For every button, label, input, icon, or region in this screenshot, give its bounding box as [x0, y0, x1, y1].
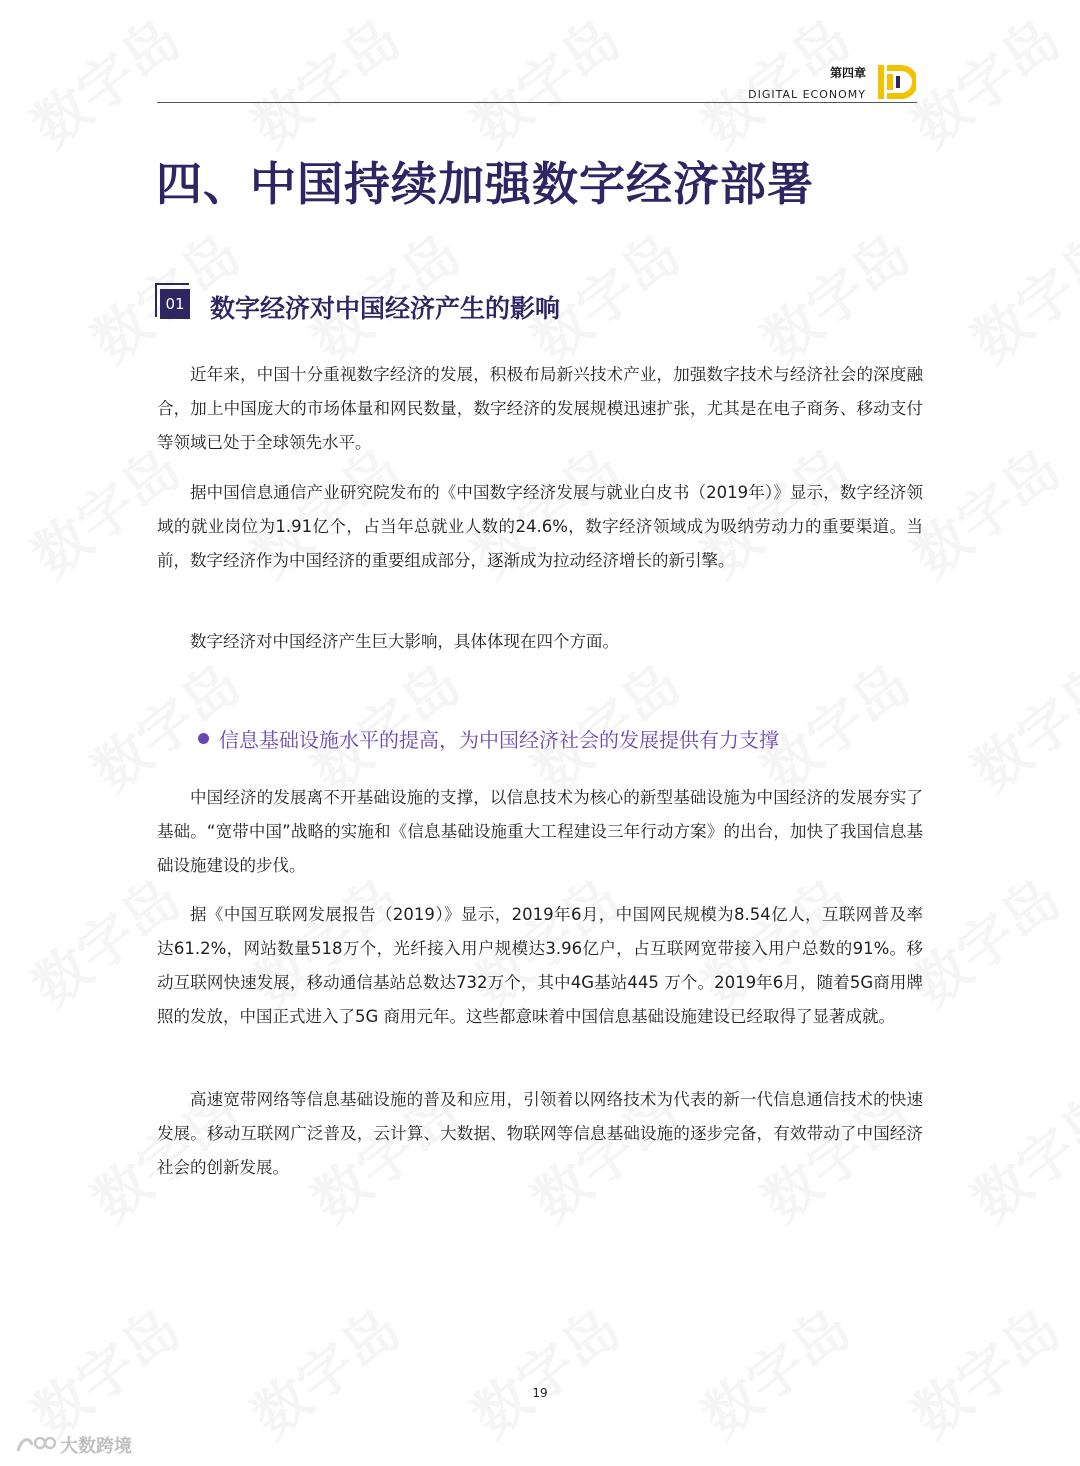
watermark-text — [233, 1287, 415, 1453]
section-title: 数字经济对中国经济产生的影响 — [210, 294, 561, 323]
chapter-label: 第四章 — [829, 66, 866, 80]
watermark-text — [453, 1287, 635, 1453]
watermark-text — [893, 1287, 1075, 1453]
watermark-text — [743, 212, 925, 378]
paragraph-6: 高速宽带网络等信息基础设施的普及和应用，引领着以网络技术为代表的新一代信息通信技术的快速发展。移动互联网广泛普及，云计算、大数据、物联网等信息基础设施的逐步完备，有效带动了中国经济社会的创新发展。 — [157, 1090, 923, 1177]
bullet-dot-icon — [198, 733, 209, 744]
source-logo-icon — [14, 1433, 56, 1457]
source-watermark-text: 大数跨境 — [60, 1436, 132, 1457]
subsection-heading — [198, 724, 779, 753]
paragraph-2: 据中国信息通信产业研究院发布的《中国数字经济发展与就业白皮书（2019年）》显示，数字经济领域的就业岗位为1.91亿个，占当年总就业人数的24.6%，数字经济领域成为吸纳劳动力的重要渠道。当前，数字经济作为中国经济的重要组成部分，逐渐成为拉动经济增长的新引擎。 — [157, 483, 923, 570]
chapter-subtitle: DIGITAL ECONOMY — [748, 88, 866, 101]
header-divider — [157, 102, 917, 103]
watermark-text — [683, 0, 865, 163]
watermark-text — [953, 1072, 1080, 1238]
page-title: 四、中国持续加强数字经济部署 — [156, 157, 814, 211]
paragraph-3: 数字经济对中国经济产生巨大影响，具体体现在四个方面。 — [190, 632, 619, 651]
section-number: 01 — [160, 289, 190, 319]
section-number-badge — [155, 283, 193, 321]
paragraph-5: 据《中国互联网发展报告（2019）》显示，2019年6月，中国网民规模为8.54亿人，互联网普及率达61.2%，网站数量518万个，光纤接入用户规模达3.96亿户，占互联网宽带接入用户总数的91%。移动互联网快速发展，移动通信基站总数达732万个，其中4G基站445 万个。2019年6月，随着5G商用牌照的发放，中国正式进入了5G 商用元年。这些都意味着中国信息基础设施建设已经取得了显著成就。 — [157, 905, 923, 1026]
watermark-text — [953, 642, 1080, 808]
subsection-heading-text: 信息基础设施水平的提高，为中国经济社会的发展提供有力支撑 — [219, 728, 779, 752]
watermark-text — [13, 0, 195, 163]
paragraph-1: 近年来，中国十分重视数字经济的发展，积极布局新兴技术产业，加强数字技术与经济社会的深度融合，加上中国庞大的市场体量和网民数量，数字经济的发展规模迅速扩张，尤其是在电子商务、移动支付等领域已处于全球领先水平。 — [157, 365, 923, 452]
watermark-text — [953, 212, 1080, 378]
watermark-text — [893, 0, 1075, 163]
watermark-text — [453, 0, 635, 163]
source-watermark — [14, 1432, 132, 1458]
watermark-text — [683, 1287, 865, 1453]
watermark-text — [233, 0, 415, 163]
paragraph-4: 中国经济的发展离不开基础设施的支撑，以信息技术为核心的新型基础设施为中国经济的发展夯实了基础。“宽带中国”战略的实施和《信息基础设施重大工程建设三年行动方案》的出台，加快了我国信息基础设施建设的步伐。 — [157, 788, 923, 875]
digital-economy-d-logo-icon — [876, 63, 916, 101]
page-number: 19 — [532, 1386, 548, 1400]
watermark-text — [13, 1287, 195, 1453]
